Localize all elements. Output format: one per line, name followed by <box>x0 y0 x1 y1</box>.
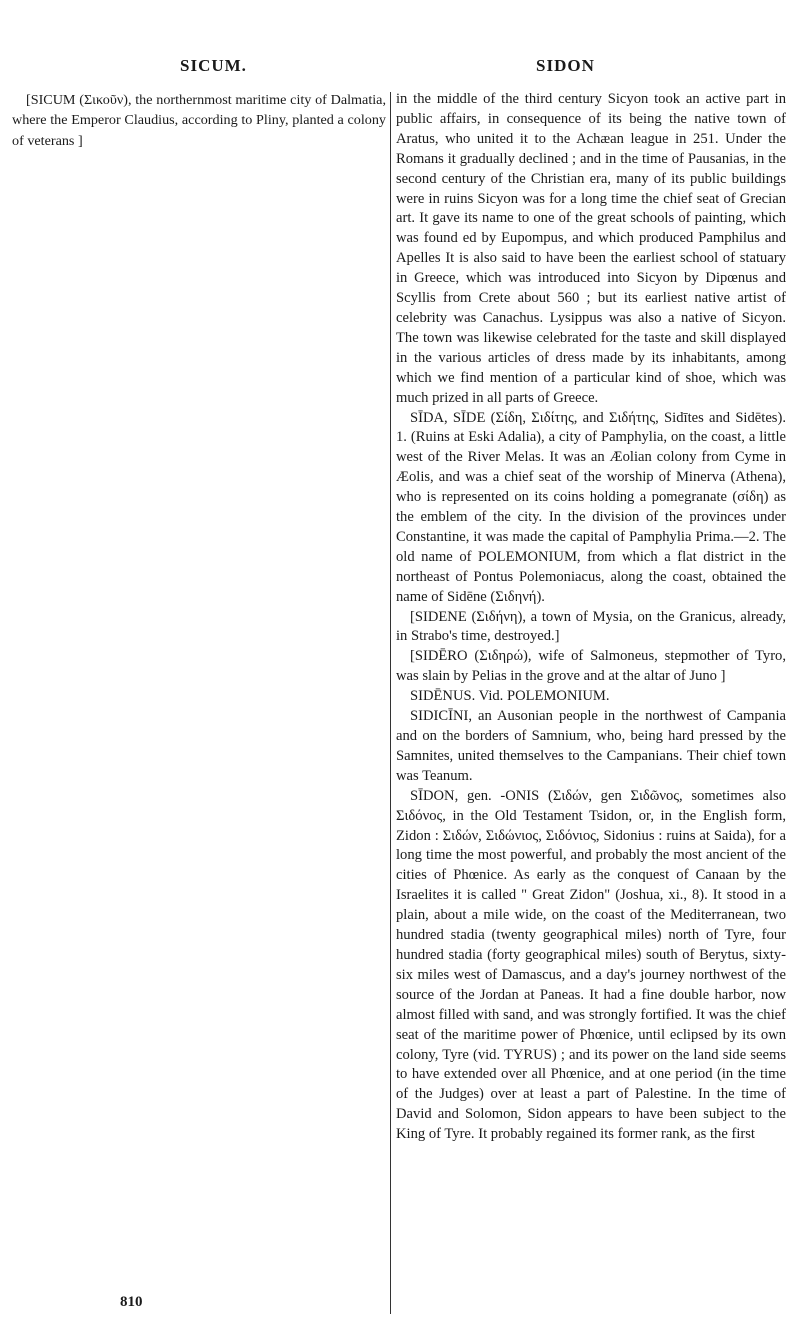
page-number: 810 <box>120 1294 143 1310</box>
running-head-right: SIDON <box>536 56 595 75</box>
entry-sida: SĪDA, SĪDE (Σίδη, Σιδίτης, and Σιδήτης, Sidītes and Sidētes). 1. (Ruins at Eski Adalia), a city of Pamphylia, on the coast, a little west of the River Melas. It was an Æolian colony from Cyme in Æolis, and was a chief seat of the worship of Minerva (Athena), who is represented on its coins holding a pomegranate (σίδη) as the emblem of the city. In the division of the provinces under Constantine, it was made the capital of Pamphylia Prima.—2. The old name of POLEMONIUM, from which a flat district in the northeast of Pontus Polemoniacus, along the coast, obtained the name of Sidēne (Σιδηνή). <box>396 409 786 605</box>
running-head-left: SICUM. <box>180 56 247 75</box>
entry-sidene: [SIDENE (Σιδήνη), a town of Mysia, on the Granicus, already, in Strabo's time, destroyed.] <box>396 608 786 645</box>
entry-sidicini: SIDICĪNI, an Ausonian people in the northwest of Campania and on the borders of Samnium, who, being hard pressed by the Samnites, united themselves to the Campanians. Their chief town was Teanum. <box>396 708 786 784</box>
left-column <box>12 90 386 151</box>
entry-sidenus: SIDĒNUS. Vid. POLEMONIUM. <box>410 688 610 705</box>
page-header <box>0 56 800 78</box>
entry-sidon: SĪDON, gen. -ONIS (Σιδών, gen Σιδῶνος, sometimes also Σιδόνος, in the Old Testament Tsidon, or, in the English form, Zidon : Σιδών, Σιδώνιος, Σιδόνιος, Sidonius : ruins at Saida), for a long time the most powerful, and probably the most ancient of the cities of Phœnice. As early as the conquest of Canaan by the Israelites it is called " Great Zidon" (Joshua, xi., 8). It stood in a plain, about a mile wide, on the coast of the Mediterranean, two hundred stadia (twenty geographical miles) north of Tyre, four hundred stadia (forty geographical miles) south of Berytus, sixty-six miles west of Damascus, and a day's journey northwest of the source of the Jordan at Paneas. It had a fine double harbor, now almost filled with sand, and was strongly fortified. It was the chief seat of the maritime power of Phœnice, until eclipsed by its own colony, Tyre (vid. TYRUS) ; and its power on the land side seems to have extended over all Phœnice, and at one period (in the time of the Judges) over at least a part of Palestine. In the time of David and Solomon, Sidon appears to have been subject to the King of Tyre. It probably regained its former rank, as the first <box>396 787 786 1143</box>
column-divider <box>390 92 391 1314</box>
entry-sicum-and-sicyonia: [SICUM (Σικοῦν), the northernmost maritime city of Dalmatia, where the Emperor Claudius, according to Pliny, planted a colony of veterans ] <box>12 92 386 149</box>
right-column <box>396 90 786 1145</box>
entry-sidero: [SIDĒRO (Σιδηρώ), wife of Salmoneus, stepmother of Tyro, was slain by Pelias in the grove and at the altar of Juno ] <box>396 648 786 685</box>
entry-sicyonia-continued: in the middle of the third century Sicyon took an active part in public affairs, in consequence of its being the native town of Aratus, who united it to the Achæan league in 251. Under the Romans it gradually declined ; and in the time of Pausanias, in the second century of the Christian era, many of its public buildings were in ruins Sicyon was for a long time the chief seat of Grecian art. It gave its name to one of the great schools of painting, which was found ed by Eupompus, and which produced Pamphilus and Apelles It is also said to have been the earliest school of statuary in Greece, which was introduced into Sicyon by Dipœnus and Scyllis from Crete about 560 ; but its earliest native artist of celebrity was Canachus. Lysippus was also a native of Sicyon. The town was likewise celebrated for the taste and skill displayed in the various articles of dress made by its inhabitants, among which we find mention of a particular kind of shoe, which was much prized in all parts of Greece. <box>396 91 786 406</box>
